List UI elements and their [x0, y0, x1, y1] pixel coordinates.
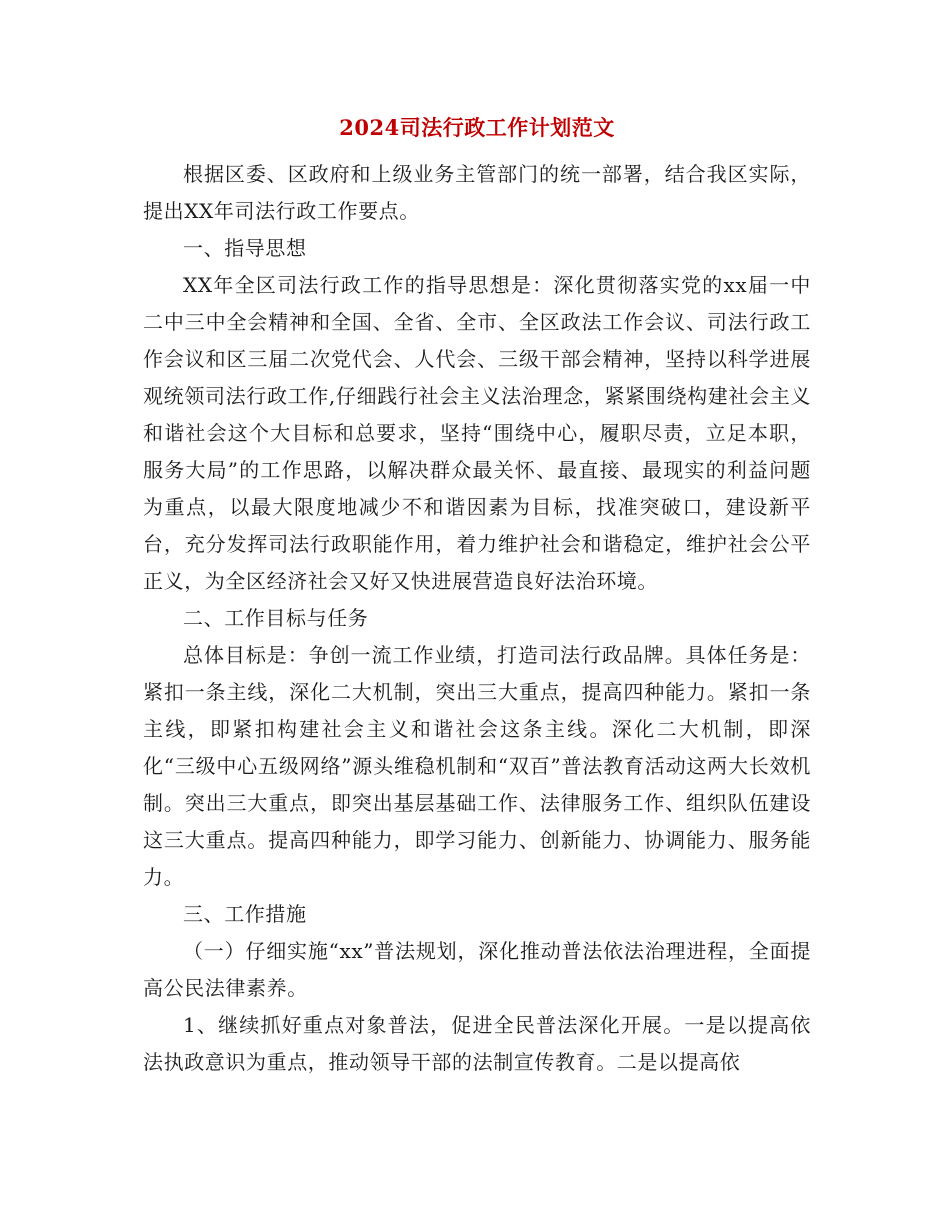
document-page	[143, 108, 811, 1081]
intro-paragraph: 根据区委、区政府和上级业务主管部门的统一部署，结合我区实际，提出XX年司法行政工作要点。	[143, 162, 811, 223]
document-title: 2024司法行政工作计划范文	[339, 115, 615, 140]
measure-item-1-paragraph: 1、继续抓好重点对象普法，促进全民普法深化开展。一是以提高依法执政意识为重点，推动领导干部的法制宣传教育。二是以提高依	[143, 1013, 811, 1074]
goals-tasks-paragraph: 总体目标是：争创一流工作业绩，打造司法行政品牌。具体任务是：紧扣一条主线，深化二大机制，突出三大重点，提高四种能力。紧扣一条主线，即紧扣构建社会主义和谐社会这条主线。深化二大机制，即深化“三级中心五级网络”源头维稳机制和“双百”普法教育活动这两大长效机制。突出三大重点，即突出基层基础工作、法律服务工作、组织队伍建设这三大重点。提高四种能力，即学习能力、创新能力、协调能力、服务能力。	[143, 643, 811, 889]
section-heading-guiding-ideology: 一、指导思想	[183, 236, 307, 260]
section-heading-work-measures: 三、工作措施	[183, 902, 307, 926]
guiding-ideology-paragraph: XX年全区司法行政工作的指导思想是：深化贯彻落实党的xx届一中二中三中全会精神和全国、全省、全市、全区政法工作会议、司法行政工作会议和区三届二次党代会、人代会、三级干部会精神，坚持以科学进展观统领司法行政工作,仔细践行社会主义法治理念，紧紧围绕构建社会主义和谐社会这个大目标和总要求，坚持“围绕中心，履职尽责，立足本职，服务大局”的工作思路，以解决群众最关怀、最直接、最现实的利益问题为重点，以最大限度地减少不和谐因素为目标，找准突破口，建设新平台，充分发挥司法行政职能作用，着力维护社会和谐稳定，维护社会公平正义，为全区经济社会又好又快进展营造良好法治环境。	[143, 273, 811, 593]
section-heading-goals-tasks: 二、工作目标与任务	[183, 606, 369, 630]
measure-subheading-1: （一）仔细实施“xx”普法规划，深化推动普法依法治理进程，全面提高公民法律素养。	[143, 939, 811, 1000]
